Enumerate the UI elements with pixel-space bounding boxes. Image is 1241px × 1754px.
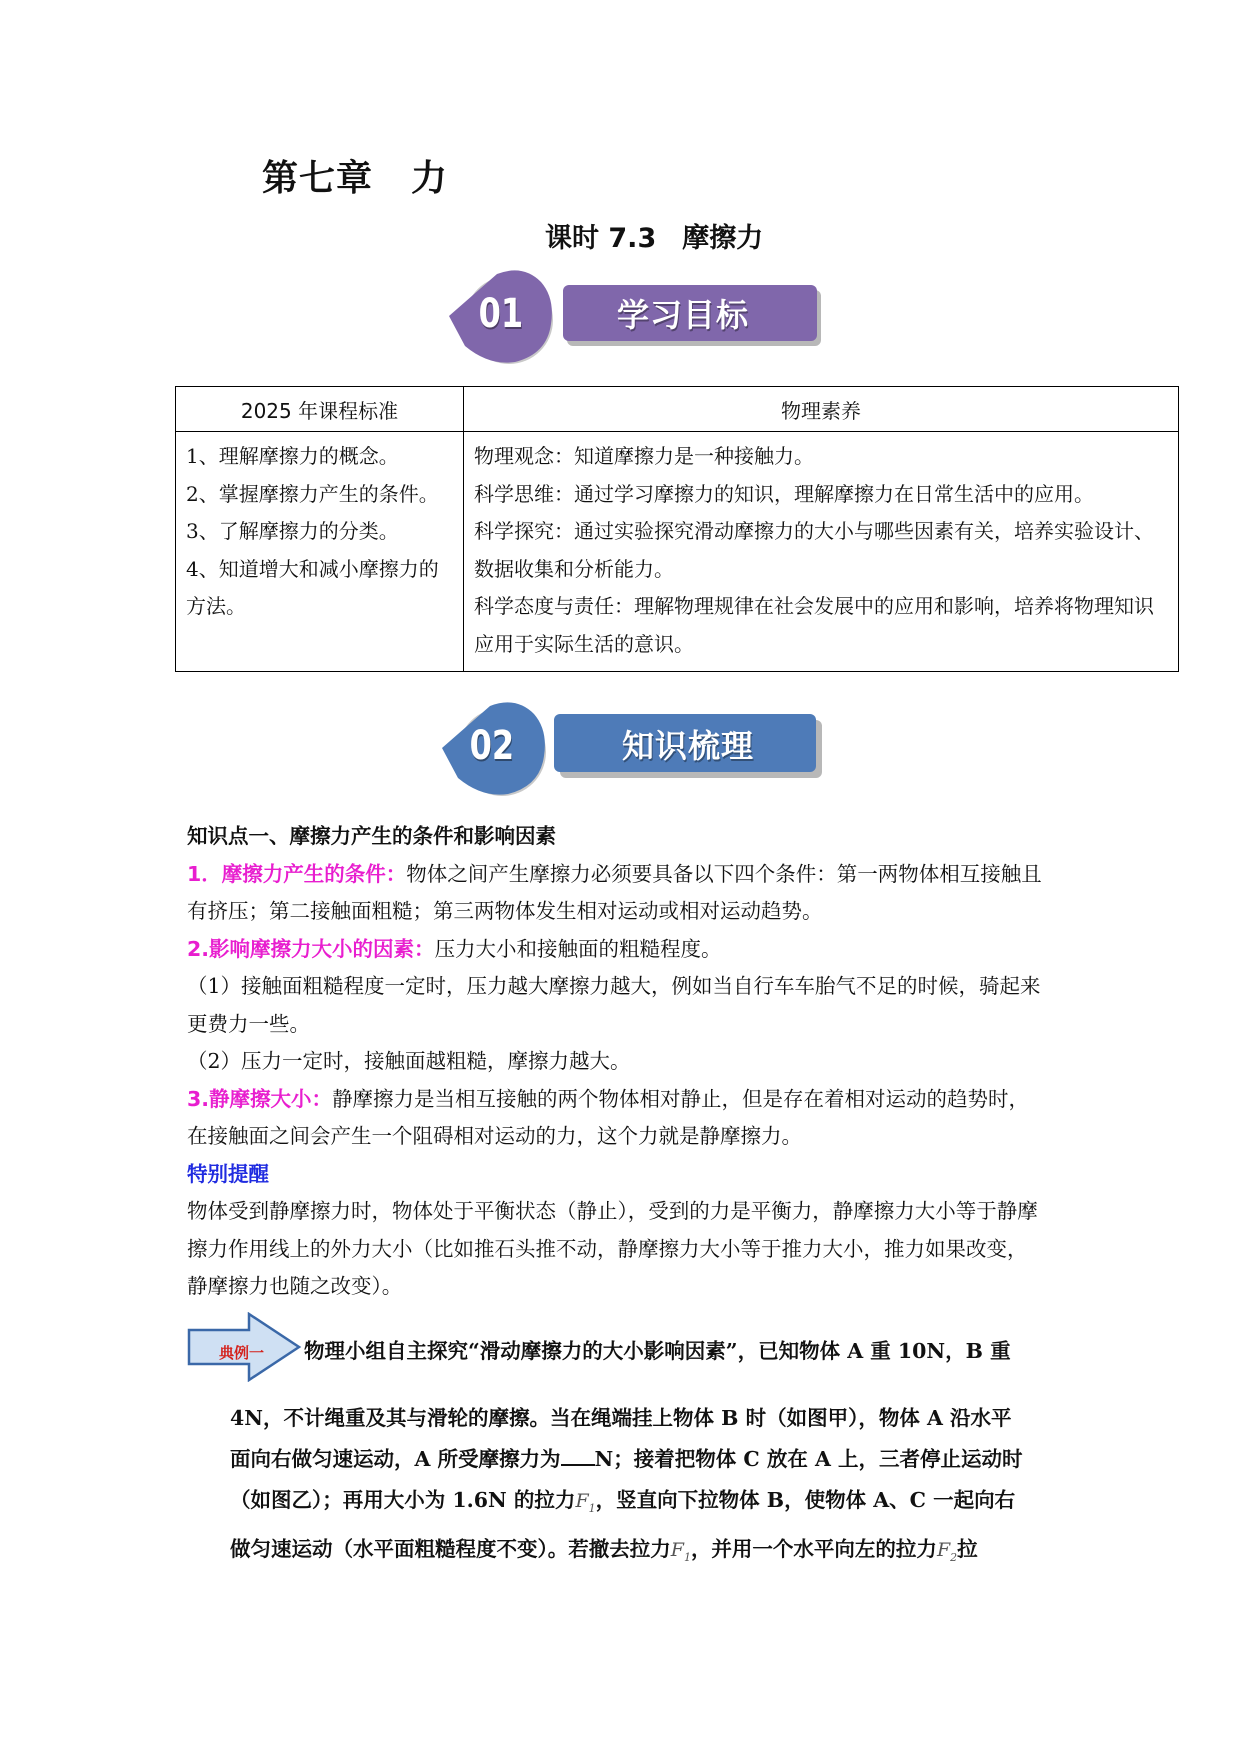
banner-title: 学习目标 [617, 296, 750, 334]
objectives-table [175, 386, 1179, 672]
standard-item: 4、知道增大和减小摩擦力的方法。 [186, 556, 439, 618]
factor-item-2: （2）压力一定时，接触面越粗糙，摩擦力越大。 [187, 1049, 631, 1073]
example-line-3: 面向右做匀速运动，A 所受摩擦力为 N；接着把物体 C 放在 A 上，三者停止运动时 [230, 1447, 1023, 1471]
section-title: 知识点一、摩擦力产生的条件和影响因素 [187, 824, 556, 848]
banner-number: 02 [469, 723, 515, 769]
f1-symbol: $F_1$ [670, 1538, 691, 1564]
knowledge-section [187, 818, 1047, 1306]
example-line-2: 4N，不计绳重及其与滑轮的摩擦。当在绳端挂上物体 B 时（如图甲），物体 A 沿水平 [230, 1406, 1012, 1430]
literacy-item: 科学态度与责任：理解物理规律在社会发展中的应用和影响，培养将物理知识应用于实际生活的意识。 [474, 594, 1154, 656]
example-line-4: （如图乙）；再用大小为 1.6N 的拉力$F_1$，竖直向下拉物体 B，使物体 A、C 一起向右 [230, 1488, 1016, 1515]
f2-symbol: $F_2$ [936, 1538, 958, 1564]
literacy-item: 科学探究：通过实验探究滑动摩擦力的大小与哪些因素有关，培养实验设计、数据收集和分析能力。 [474, 519, 1154, 581]
standard-item: 2、掌握摩擦力产生的条件。 [186, 481, 439, 506]
table-header-literacy: 物理素养 [464, 387, 1179, 432]
table-header-standard: 2025 年课程标准 [176, 387, 464, 432]
example-line-5: 做匀速运动（水平面粗糙程度不变）。若撤去拉力$F_1$，并用一个水平向左的拉力$F_2$拉 [230, 1536, 978, 1564]
point-factors: 2.影响摩擦力大小的因素：压力大小和接触面的粗糙程度。 [187, 936, 722, 961]
banner-knowledge [438, 700, 828, 800]
banner-title: 知识梳理 [622, 727, 755, 765]
example-line-1: 物理小组自主探究“滑动摩擦力的大小影响因素”，已知物体 A 重 10N，B 重 [304, 1339, 1011, 1363]
standard-item: 1、理解摩擦力的概念。 [186, 444, 399, 468]
standards-cell [176, 432, 464, 672]
banner-learning-goals [445, 268, 825, 368]
chapter-title: 第七章 力 [262, 158, 449, 199]
note-text: 物体受到静摩擦力时，物体处于平衡状态（静止），受到的力是平衡力，静摩擦力大小等于静摩擦力作用线上的外力大小（比如推石头推不动，静摩擦力大小等于推力大小，推力如果改变，静摩擦力也随之改变）。 [187, 1199, 1038, 1298]
f1-symbol: $F_1$ [575, 1490, 596, 1515]
answer-blank[interactable] [561, 1448, 595, 1466]
banner-number: 01 [478, 291, 524, 337]
factor-item-1: （1）接触面粗糙程度一定时，压力越大摩擦力越大，例如当自行车车胎气不足的时候，骑起来更费力一些。 [187, 974, 1041, 1036]
literacy-item: 科学思维：通过学习摩擦力的知识，理解摩擦力在日常生活中的应用。 [474, 481, 1094, 506]
literacy-item: 物理观念：知道摩擦力是一种接触力。 [474, 444, 814, 468]
example-body [230, 1398, 1060, 1578]
standard-item: 3、了解摩擦力的分类。 [186, 519, 399, 543]
literacy-cell [464, 432, 1179, 672]
lesson-title: 课时 7.3 摩擦力 [545, 223, 764, 254]
example-tag: 典例一 [219, 1344, 265, 1362]
point-conditions: 1．摩擦力产生的条件：物体之间产生摩擦力必须要具备以下四个条件：第一两物体相互接触且有挤压；第二接触面粗糙；第三两物体发生相对运动或相对运动趋势。 [187, 861, 1042, 923]
note-title: 特别提醒 [187, 1161, 269, 1186]
point-static-friction: 3.静摩擦大小：静摩擦力是当相互接触的两个物体相对静止，但是存在着相对运动的趋势时，在接触面之间会产生一个阻碍相对运动的力，这个力就是静摩擦力。 [187, 1086, 1030, 1148]
